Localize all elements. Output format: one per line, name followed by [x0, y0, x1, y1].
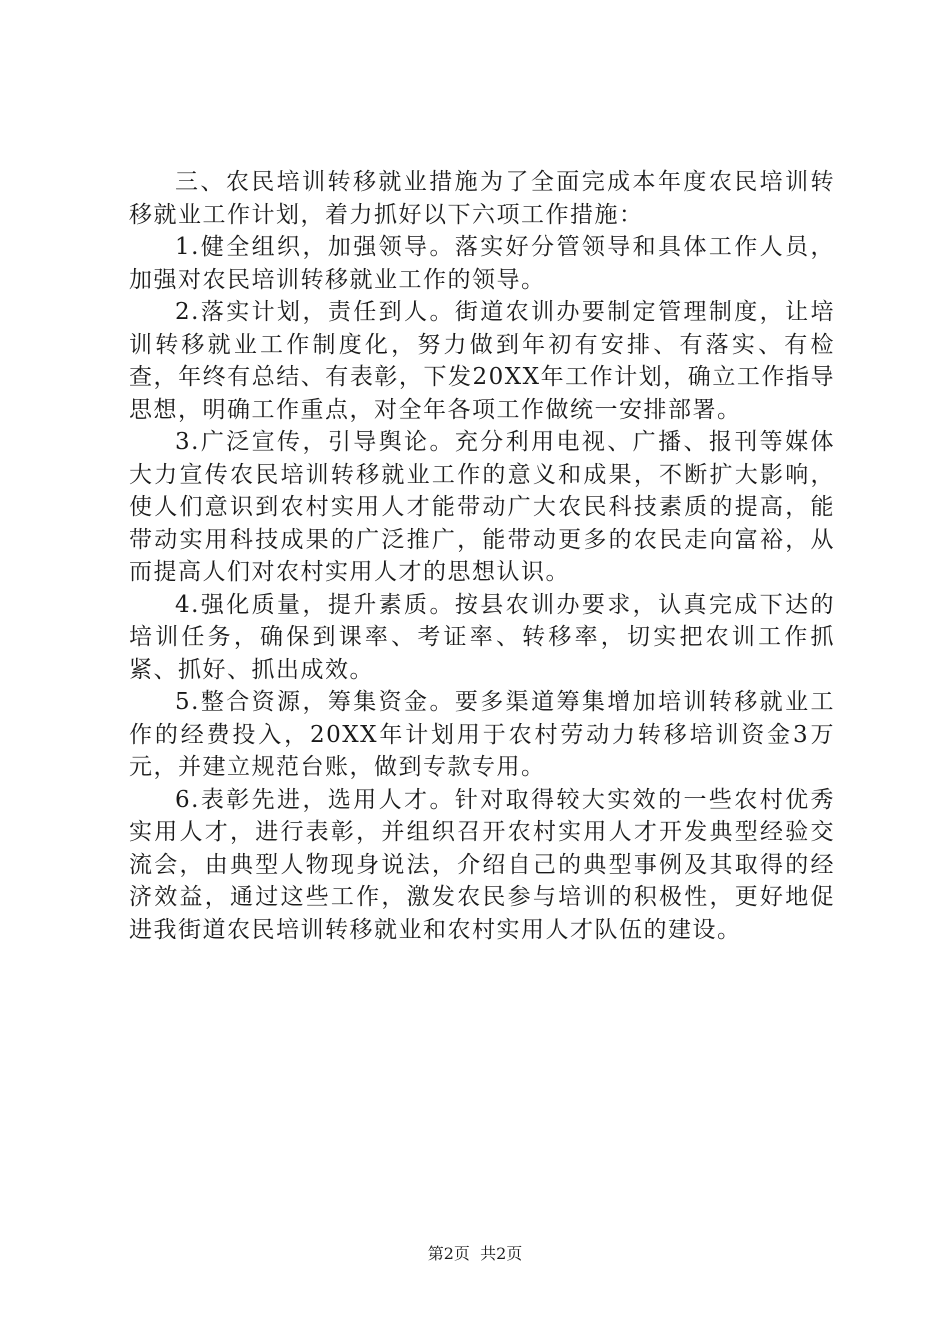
paragraph-item-1: 1.健全组织，加强领导。落实好分管领导和具体工作人员，加强对农民培训转移就业工作的领导。 — [129, 234, 835, 293]
paragraph-item-2: 2.落实计划，责任到人。街道农训办要制定管理制度，让培训转移就业工作制度化，努力做到年初有安排、有落实、有检查，年终有总结、有表彰，下发20XX年工作计划，确立工作指导思想，明确工作重点，对全年各项工作做统一安排部署。 — [129, 299, 835, 423]
paragraph-item-4: 4.强化质量，提升素质。按县农训办要求，认真完成下达的培训任务，确保到课率、考证率、转移率，切实把农训工作抓紧、抓好、抓出成效。 — [129, 591, 835, 683]
document-body — [129, 166, 835, 946]
page-footer — [0, 1243, 950, 1265]
paragraph-item-6: 6.表彰先进，选用人才。针对取得较大实效的一些农村优秀实用人才，进行表彰，并组织召开农村实用人才开发典型经验交流会，由典型人物现身说法，介绍自己的典型事例及其取得的经济效益，通过这些工作，激发农民参与培训的积极性，更好地促进我街道农民培训转移就业和农村实用人才队伍的建设。 — [129, 786, 835, 943]
paragraph-measures-intro: 三、农民培训转移就业措施为了全面完成本年度农民培训转移就业工作计划，着力抓好以下六项工作措施： — [129, 169, 835, 228]
page-number-label: 第2页 共2页 — [427, 1244, 523, 1263]
paragraph-item-3: 3.广泛宣传，引导舆论。充分利用电视、广播、报刊等媒体大力宣传农民培训转移就业工作的意义和成果，不断扩大影响，使人们意识到农村实用人才能带动广大农民科技素质的提高，能带动实用科技成果的广泛推广，能带动更多的农民走向富裕，从而提高人们对农村实用人才的思想认识。 — [129, 429, 835, 585]
paragraph-item-5: 5.整合资源，筹集资金。要多渠道筹集增加培训转移就业工作的经费投入，20XX年计划用于农村劳动力转移培训资金3万元，并建立规范台账，做到专款专用。 — [129, 689, 835, 780]
